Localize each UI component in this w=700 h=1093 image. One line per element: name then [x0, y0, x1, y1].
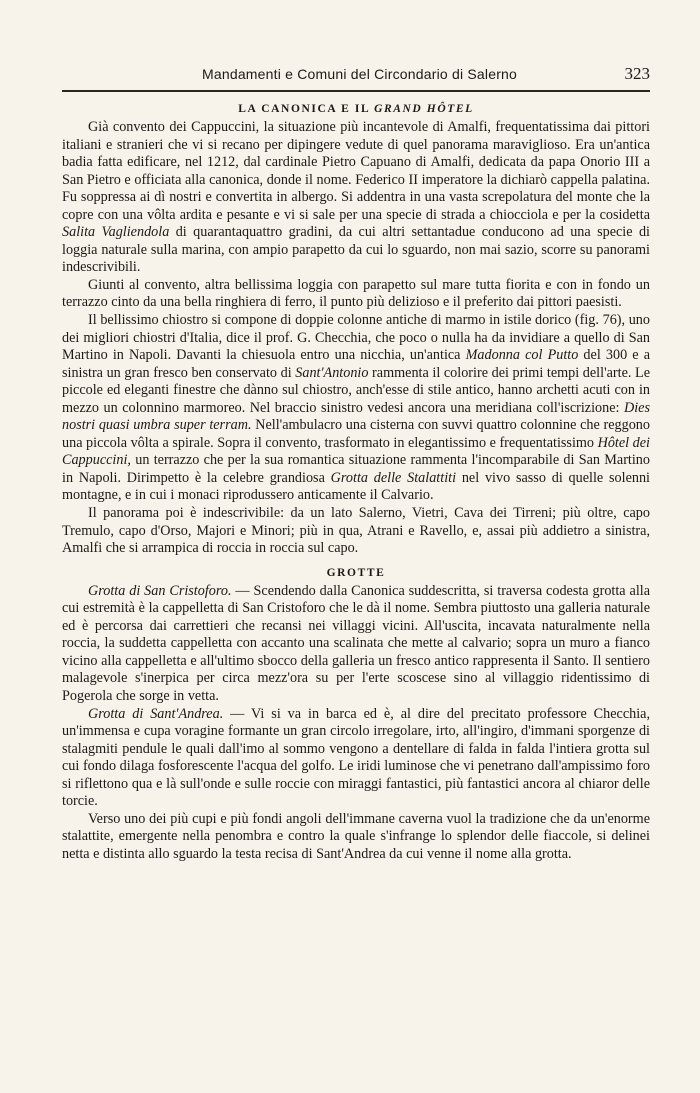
running-title: Mandamenti e Comuni del Circondario di Salerno — [202, 66, 518, 82]
paragraph — [62, 583, 650, 706]
text-run: Nell'ambulacro una cisterna con suvvi quattro colonnine che reggono una piccola vôlta a spirale. Sopra il convento, trasformato in elegantissimo e frequentatissimo — [62, 417, 650, 451]
paragraph — [62, 277, 650, 312]
paragraph — [62, 119, 650, 277]
italic-run: Hôtel dei Cappuccini, — [62, 434, 650, 469]
italic-run: Grotta di San Cristoforo. — [88, 582, 232, 599]
section-grotte — [62, 566, 650, 864]
paragraph — [62, 505, 650, 558]
text-run: — Vi si va in barca ed è, al dire del precitato professore Checchia, un'immensa e cupa voragine formante un gran circolo irregolare, irto, all'ingiro, d'immani sporgenze di stalagmiti pendule le quali dall'imo al sommo vengono a dentellare di falda in falda l'intiera grotta sul cui fondo dilaga fosforescente l'acqua del golfo. Le iridi luminose che vi penetrano dall'ampissimo foro si riflettono qua e là sull'onde e sulle roccie con miraggi fantastici, più fantastici ancora al chiaror delle torcie. — [62, 705, 650, 810]
text-run: un terrazzo che per la sua romantica situazione rammenta l'incomparabile di San Martino in Napoli. Dirimpetto è la celebre grandiosa — [62, 452, 650, 486]
text-run: Giunti al convento, altra bellissima loggia con parapetto sul mare tutta fiorita e con in fondo un terrazzo cinto da una bella ringhiera di ferro, il punto più delizioso e il preferito dai pittori paesisti. — [62, 276, 650, 311]
italic-run: Sant'Antonio — [295, 364, 369, 381]
italic-run: Salita Vagliendola — [62, 224, 170, 241]
text-run: Il bellissimo chiostro si compone di doppie colonne antiche di marmo in istile dorico (fig. 76), uno dei migliori chiostri d'Italia, dice il prof. G. Checchia, che poco o nulla ha da invidiare a quello di San Martino in Napoli. Davanti la chiesuola entro una nicchia, un'antica — [62, 312, 650, 364]
heading-emphasis: GRAND HÔTEL — [374, 103, 474, 115]
section-gap — [62, 558, 650, 566]
running-header — [62, 66, 650, 86]
text-run: nel vivo sasso di quelle solenni montagne, e in cui i monaci riprodussero anticamente il Calvario. — [62, 469, 650, 504]
section-canonica — [62, 102, 650, 558]
header-rule — [62, 90, 650, 92]
paragraph — [62, 811, 650, 864]
italic-run: Madonna col Putto — [465, 347, 579, 364]
page-number: 323 — [624, 64, 650, 83]
text-run: di quarantaquattro gradini, da cui altri settantadue conducono ad una specie di loggia naturale sulla marina, con ampio parapetto da cui lo sguardo, non mai sazio, scorre su panorami indescrivibili. — [62, 224, 650, 276]
section-heading — [62, 566, 650, 580]
page-body — [62, 102, 650, 863]
text-run: rammenta il colorire dei primi tempi dell'arte. Le piccole ed eleganti finestre che dànno sul chiostro, anch'esse di stile antico, hanno archetti acuti con in mezzo un colonnino marmoreo. Nel braccio sinistro vedesi ancora una meridiana coll'iscrizione: — [62, 364, 651, 416]
heading-text: LA CANONICA E IL — [238, 103, 375, 115]
italic-run: Dies nostri quasi umbra super terram. — [62, 399, 650, 434]
paragraph — [62, 312, 650, 505]
paragraph — [62, 706, 650, 811]
text-run: Già convento dei Cappuccini, la situazione più incantevole di Amalfi, frequentatissima dai pittori italiani e stranieri che vi si recano per dipingere vedute di quel panorama maraviglioso. Era un'antica badia fatta edificare, nel 1212, dal cardinale Pietro Capuano di Amalfi, dedicata da papa Onorio III a San Pietro e officiata alla canonica, donde il nome. Federico II imperatore la dichiarò cappella palatina. Fu soppressa ai dì nostri e convertita in albergo. Si addentra in una vasta screpolatura del monte che la copre con una vôlta ardita e pesante e vi si sale per una specie di strada a chiocciola e per la cosidetta — [62, 119, 650, 223]
text-run: Verso uno dei più cupi e più fondi angoli dell'immane caverna vuol la tradizione che da un'enorme stalattite, emergente nella penombra e contro la quale s'infrange lo splendor delle fiaccole, si delinei netta e distinta allo sguardo la testa recisa di Sant'Andrea da cui venne il nome alla grotta. — [62, 810, 650, 862]
heading-text: GROTTE — [326, 566, 386, 579]
italic-run: Grotta delle Stalattiti — [330, 469, 457, 486]
section-heading — [62, 102, 650, 116]
text-run: Il panorama poi è indescrivibile: da un lato Salerno, Vietri, Cava dei Tirreni; più oltre, capo Tremulo, capo d'Orso, Majori e Minori; più in qua, Atrani e Ravello, e, assai più addietro a sinistra, Amalfi che si arrampica di roccia in roccia sul capo. — [62, 505, 650, 557]
text-run: — Scendendo dalla Canonica suddescritta, si traversa codesta grotta alla cui estremità è la cappelletta di San Cristoforo che le dà il nome. Sembra piuttosto una galleria naturale ed è percorsa dai carrettieri che recansi nei villaggi vicini. All'uscita, incavata naturalmente nella roccia, la suddetta cappelletta con accanto una scalinata che mette al calvario; sopra un muro a fianco vicino alla cappelletta e all'ultimo sbocco della galleria un fresco antico rappresenta il Santo. Il sentiero malagevole s'inerpica per circa mezz'ora su per l'erte scoscese sino al villaggio ridentissimo di Pogerola che sorge in vetta. — [62, 582, 650, 704]
italic-run: Grotta di Sant'Andrea. — [88, 705, 224, 722]
text-run: del 300 e a sinistra un gran fresco ben conservato di — [62, 347, 651, 381]
